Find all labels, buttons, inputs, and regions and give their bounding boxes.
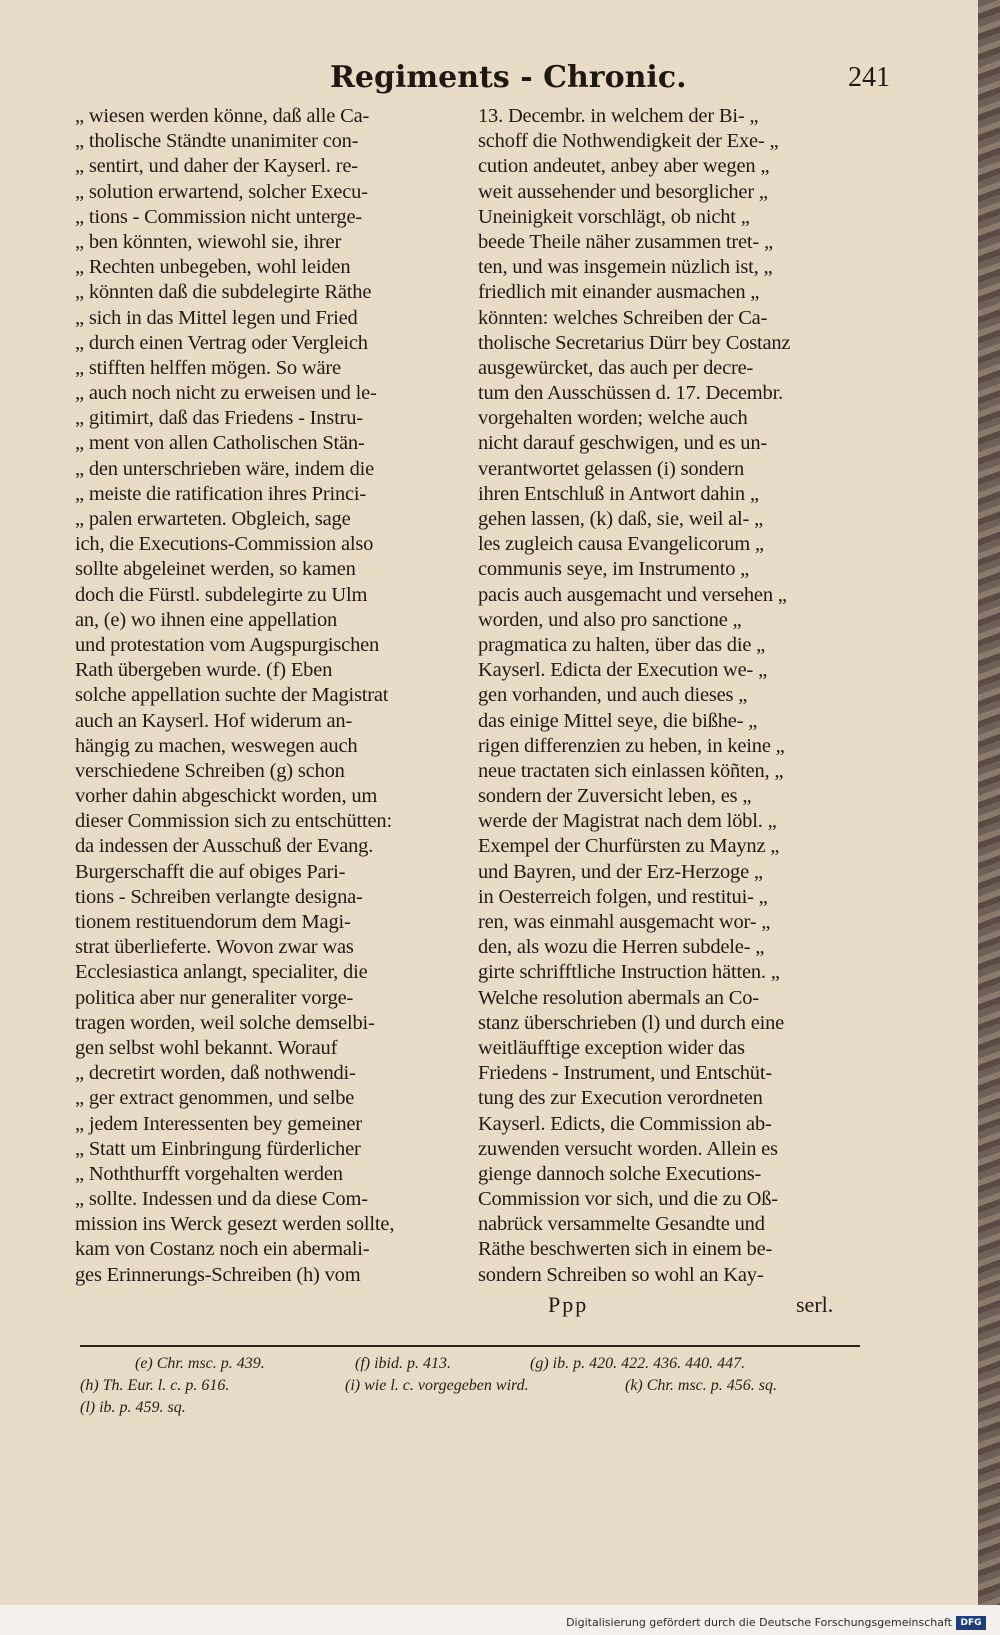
footnote-k: (k) Chr. msc. p. 456. sq. (625, 1377, 777, 1394)
footnote-rule (80, 1345, 860, 1347)
text-line: „ durch einen Vertrag oder Vergleich (75, 331, 368, 354)
text-line: das einige Mittel seye, die bißhe- „ (478, 709, 758, 732)
text-line: „ sentirt, und daher der Kayserl. re- (75, 155, 358, 178)
catchword-line (548, 1292, 834, 1318)
footnote-g: (g) ib. p. 420. 422. 436. 440. 447. (530, 1355, 746, 1372)
text-line: gienge dannoch solche Executions- (478, 1162, 762, 1185)
text-line: ihren Entschluß in Antwort dahin „ (478, 482, 759, 505)
text-line: „ palen erwarteten. Obgleich, sage (75, 508, 351, 530)
text-line: Rath übergeben wurde. (f) Eben (75, 659, 333, 682)
text-line: tragen worden, weil solche demselbi- (75, 1011, 375, 1034)
text-line: doch die Fürstl. subdelegirte zu Ulm (75, 583, 368, 606)
text-line: Ecclesiastica anlangt, specialiter, die (75, 961, 368, 984)
text-line: „ solution erwartend, solcher Execu- (75, 180, 368, 203)
text-line: tionem restituendorum dem Magi- (75, 911, 351, 933)
text-line: den, als wozu die Herren subdele- „ (478, 936, 765, 959)
marbled-board-edge (978, 0, 1000, 1635)
text-line: tions - Schreiben verlangte designa- (75, 885, 363, 908)
footnote-f: (f) ibid. p. 413. (355, 1355, 451, 1372)
text-line: rigen differenzien zu heben, in keine „ (478, 734, 785, 757)
text-line: „ decretirt worden, daß nothwendi- (75, 1062, 356, 1085)
text-line: ren, was einmahl ausgemacht wor- „ (478, 911, 771, 933)
text-line: zuwenden versucht worden. Allein es (478, 1137, 778, 1160)
text-line: tung des zur Execution verordneten (478, 1087, 763, 1110)
text-line: „ tions - Commission nicht unterge- (75, 205, 362, 228)
text-line: Burgerschafft die auf obiges Pari- (75, 860, 346, 883)
text-line: „ Noththurfft vorgehalten werden (75, 1162, 343, 1185)
text-line: 13. Decembr. in welchem der Bi- „ (478, 105, 759, 127)
dfg-logo: DFG (956, 1616, 986, 1630)
signature-mark: Ppp (548, 1292, 589, 1317)
text-line: Exempel der Churfürsten zu Maynz „ (478, 835, 780, 858)
text-line: tum den Ausschüssen d. 17. Decembr. (478, 382, 784, 405)
text-line: les zugleich causa Evangelicorum „ (478, 533, 764, 556)
text-line: ausgewürcket, das auch per decre- (478, 356, 754, 379)
text-line: stanz überschrieben (l) und durch eine (478, 1011, 785, 1034)
text-line: und protestation vom Augspurgischen (75, 633, 380, 656)
text-line: verantwortet gelassen (i) sondern (478, 457, 745, 480)
text-line: „ ben könnten, wiewohl sie, ihrer (75, 230, 342, 253)
text-line: da indessen der Ausschuß der Evang. (75, 835, 374, 858)
text-line: hängig zu machen, weswegen auch (75, 734, 358, 757)
text-line: sondern Schreiben so wohl an Kay- (478, 1263, 764, 1286)
text-line: neue tractaten sich einlassen köñten, „ (478, 759, 784, 782)
text-line: kam von Costanz noch ein abermali- (75, 1238, 370, 1261)
text-line: „ Rechten unbegeben, wohl leiden (75, 256, 351, 279)
digitization-credit: Digitalisierung gefördert durch die Deutsche Forschungsgemeinschaft (566, 1616, 952, 1629)
text-line: ges Erinnerungs-Schreiben (h) vom (75, 1263, 361, 1286)
text-line: vorher dahin abgeschickt worden, um (75, 785, 378, 808)
text-line: „ tholische Ständte unanimiter con- (75, 130, 359, 153)
text-line: ich, die Executions-Commission also (75, 533, 374, 556)
text-line: communis seye, im Instrumento „ (478, 558, 750, 581)
text-line: „ ment von allen Catholischen Stän- (75, 432, 365, 455)
running-title: Regiments - Chronic. (330, 60, 687, 95)
text-line: „ den unterschrieben wäre, indem die (75, 457, 375, 480)
text-line: „ sollte. Indessen und da diese Com- (75, 1188, 368, 1211)
text-line: vorgehalten worden; welche auch (478, 407, 748, 430)
text-line: worden, und also pro sanctione „ (478, 608, 742, 631)
text-line: Welche resolution abermals an Co- (478, 986, 759, 1009)
text-line: Kayserl. Edicta der Execution we- „ (478, 659, 767, 682)
text-line: „ sich in das Mittel legen und Fried (75, 306, 358, 329)
text-line: weit aussehender und besorglicher „ (478, 180, 768, 203)
text-line: pragmatica zu halten, über das die „ (478, 633, 766, 656)
text-line: sondern der Zuversicht leben, es „ (478, 785, 752, 808)
text-line: politica aber nur generaliter vorge- (75, 986, 354, 1009)
text-line: solche appellation suchte der Magistrat (75, 684, 389, 707)
footnote-l: (l) ib. p. 459. sq. (80, 1399, 186, 1416)
text-line: auch an Kayserl. Hof widerum an- (75, 709, 353, 732)
page-number: 241 (848, 62, 890, 93)
text-line: „ Statt um Einbringung fürderlicher (75, 1137, 361, 1160)
text-line: weitläufftige exception wider das (478, 1036, 745, 1059)
text-line: friedlich mit einander ausmachen „ (478, 281, 760, 304)
text-line: „ gitimirt, daß das Friedens - Instru- (75, 407, 363, 430)
text-line: strat überlieferte. Wovon zwar was (75, 936, 354, 959)
text-line: tholische Secretarius Dürr bey Costanz (478, 331, 791, 354)
text-line: Kayserl. Edicts, die Commission ab- (478, 1112, 772, 1135)
text-line: „ ger extract genommen, und selbe (75, 1087, 355, 1110)
text-line: beede Theile näher zusammen tret- „ (478, 230, 773, 253)
text-line: werde der Magistrat nach dem löbl. „ (478, 810, 777, 833)
text-line: Räthe beschwerten sich in einem be- (478, 1238, 773, 1261)
text-line: gen selbst wohl bekannt. Worauf (75, 1036, 338, 1059)
text-line: Uneinigkeit vorschlägt, ob nicht „ (478, 205, 750, 228)
text-line: Commission vor sich, und die zu Oß- (478, 1188, 778, 1211)
text-line: Friedens - Instrument, und Entschüt- (478, 1062, 772, 1085)
text-line: dieser Commission sich zu entschütten: (75, 810, 392, 833)
text-line: gehen lassen, (k) daß, sie, weil al- „ (478, 508, 763, 530)
text-line: an, (e) wo ihnen eine appellation (75, 608, 338, 631)
text-line: nabrück versammelte Gesandte und (478, 1213, 765, 1236)
text-line: sollte abgeleinet werden, so kamen (75, 558, 356, 581)
footnote-h: (h) Th. Eur. l. c. p. 616. (80, 1377, 230, 1394)
text-line: „ wiesen werden könne, daß alle Ca- (75, 105, 370, 127)
text-line: ten, und was insgemein nüzlich ist, „ (478, 256, 773, 279)
running-header (330, 60, 890, 100)
left-column (75, 104, 443, 1288)
right-column (478, 104, 846, 1288)
text-line: nicht darauf geschwigen, und es un- (478, 432, 768, 455)
text-line: und Bayren, und der Erz-Herzoge „ (478, 860, 763, 883)
credit-strip (0, 1605, 1000, 1635)
text-line: könnten: welches Schreiben der Ca- (478, 306, 768, 329)
text-line: girte schrifftliche Instruction hätten. „ (478, 961, 780, 984)
text-line: „ könnten daß die subdelegirte Räthe (75, 281, 372, 304)
text-line: pacis auch ausgemacht und versehen „ (478, 583, 787, 606)
text-line: verschiedene Schreiben (g) schon (75, 759, 345, 782)
text-line: „ jedem Interessenten bey gemeiner (75, 1112, 362, 1135)
text-line: cution andeutet, anbey aber wegen „ (478, 155, 770, 178)
catchword: serl. (796, 1292, 834, 1317)
text-line: „ stifften helffen mögen. So wäre (75, 356, 341, 379)
text-line: in Oesterreich folgen, und restitui- „ (478, 885, 768, 908)
footnote-e: (e) Chr. msc. p. 439. (135, 1355, 265, 1372)
text-line: schoff die Nothwendigkeit der Exe- „ (478, 130, 779, 153)
footnote-i: (i) wie l. c. vorgegeben wird. (345, 1377, 529, 1394)
text-line: mission ins Werck gesezt werden sollte, (75, 1213, 395, 1236)
text-line: „ meiste die ratification ihres Princi- (75, 482, 367, 505)
text-line: „ auch noch nicht zu erweisen und le- (75, 382, 377, 405)
text-line: gen vorhanden, und auch dieses „ (478, 684, 748, 707)
